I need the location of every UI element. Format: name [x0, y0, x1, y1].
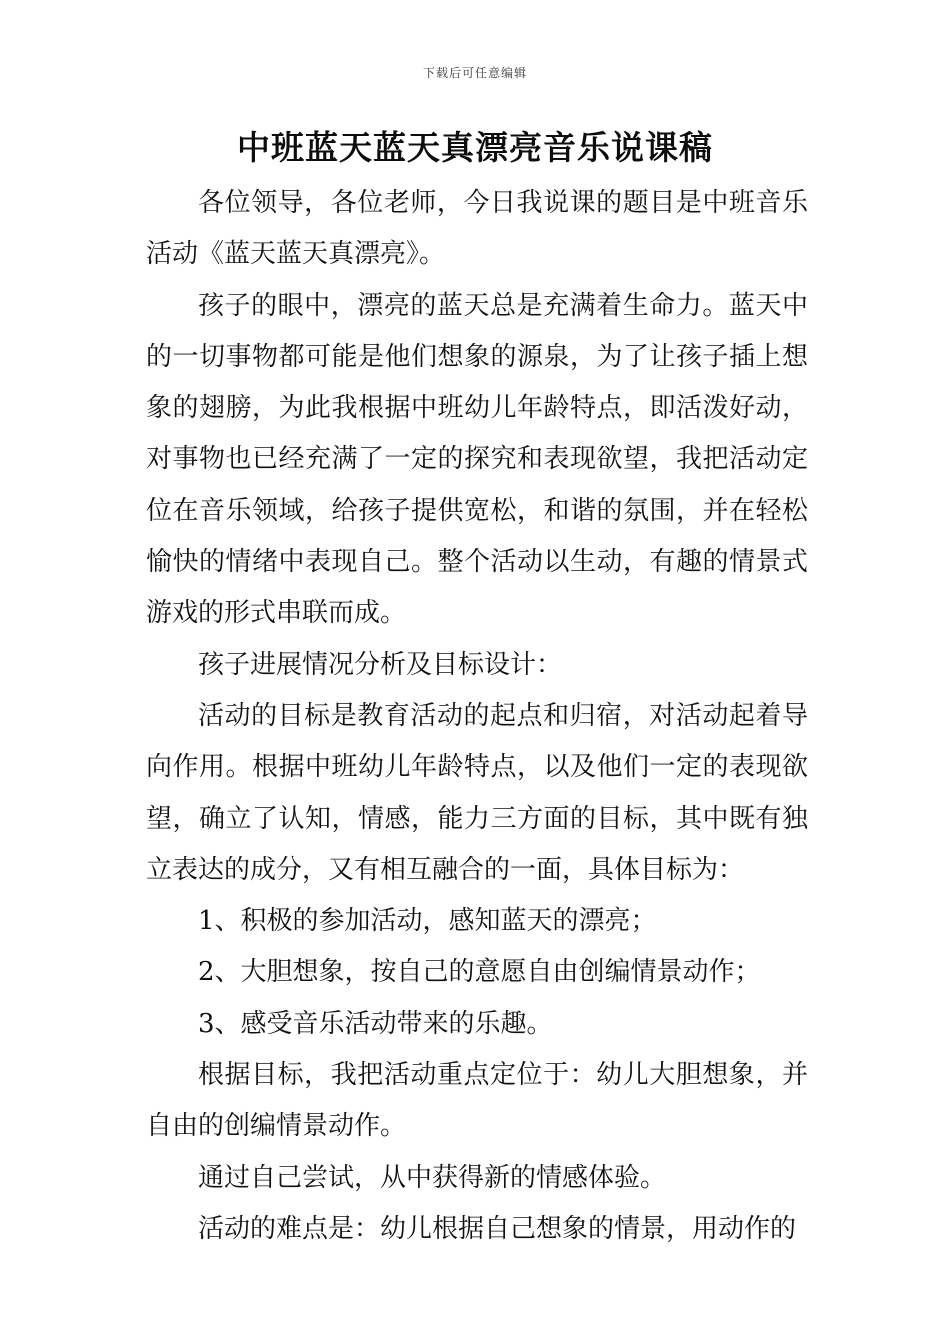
paragraph-experience: 通过自己尝试，从中获得新的情感体验。	[198, 1162, 667, 1193]
paragraph-key-point: 根据目标，我把活动重点定位于：幼儿大胆想象，并自由的创编情景动作。	[146, 1060, 808, 1142]
header-note: 下载后可任意编辑	[422, 66, 527, 80]
goal-item-1: 1、积极的参加活动，感知蓝天的漂亮；	[198, 906, 657, 937]
paragraph-difficulty: 活动的难点是：幼儿根据自己想象的情景，用动作的	[198, 1213, 797, 1244]
document-title: 中班蓝天蓝天真漂亮音乐说课稿	[237, 128, 713, 167]
document-body	[146, 178, 808, 1255]
goal-item-3: 3、感受音乐活动带来的乐趣。	[198, 1008, 553, 1039]
paragraph-goals-intro: 活动的目标是教育活动的起点和归宿，对活动起着导向作用。根据中班幼儿年龄特点，以及他们一定的表现欲望，确立了认知，情感，能力三方面的目标，其中既有独立表达的成分，又有相互融合的一面，具体目标为：	[146, 700, 808, 885]
paragraph-intro: 各位领导，各位老师，今日我说课的题目是中班音乐活动《蓝天蓝天真漂亮》。	[146, 188, 808, 270]
goal-item-2: 2、大胆想象，按自己的意愿自由创编情景动作；	[198, 957, 761, 988]
paragraph-background: 孩子的眼中，漂亮的蓝天总是充满着生命力。蓝天中的一切事物都可能是他们想象的源泉，为了让孩子插上想象的翅膀，为此我根据中班幼儿年龄特点，即活泼好动，对事物也已经充满了一定的探究和表现欲望，我把活动定位在音乐领域，给孩子提供宽松，和谐的氛围，并在轻松愉快的情绪中表现自己。整个活动以生动，有趣的情景式游戏的形式串联而成。	[146, 290, 808, 629]
paragraph-analysis-heading: 孩子进展情况分析及目标设计：	[198, 649, 563, 680]
